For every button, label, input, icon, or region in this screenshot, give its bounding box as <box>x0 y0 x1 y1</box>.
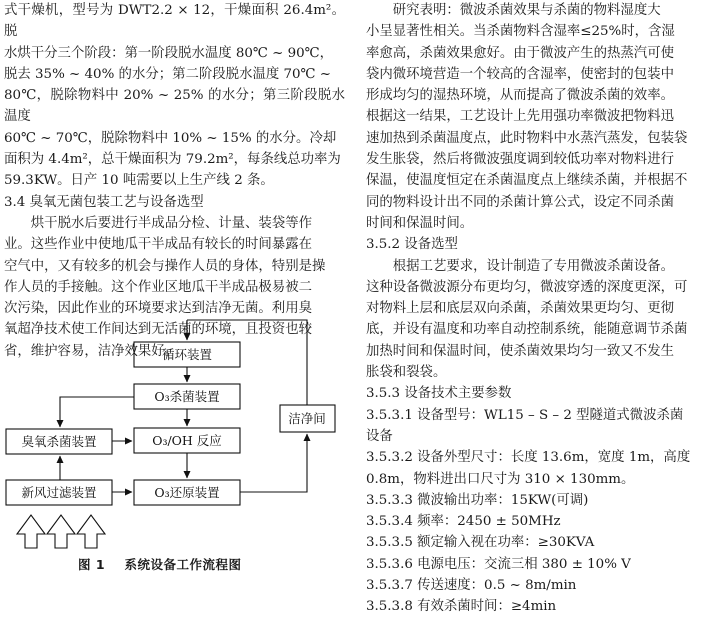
text-line: 同的物料设计出不同的杀菌计算公式，设定不同杀菌 <box>366 194 674 210</box>
text-line: 式干燥机，型号为 DWT2.2 × 12，干燥面积 26.4m²。脱 <box>4 3 345 40</box>
spec-line: 0.8m，物料进出口尺寸为 310 × 130mm。 <box>366 471 635 487</box>
text-line: 烘干脱水后要进行半成品分检、计量、装袋等作 <box>30 215 312 231</box>
text-line: 对物料上层和底层双向杀菌，杀菌效果更均匀、更彻 <box>366 301 674 317</box>
air-intake-arrow-icon <box>77 515 105 548</box>
spec-line: 3.5.3.5 额定输入视在功率：≥30KVA <box>366 535 595 551</box>
text-line: 作人员的手接触。这个作业区地瓜干半成品极易被二 <box>4 279 312 295</box>
text-line: 业。这些作业中使地瓜干半成品有较长的时间暴露在 <box>4 237 312 253</box>
fresh-air-filter-label: 新风过滤装置 <box>21 485 97 500</box>
text-line: 率愈高，杀菌效果愈好。由于微波产生的热蒸汽可使 <box>366 45 674 61</box>
text-line: 发生胀袋，然后将微波强度调到较低功率对物料进行 <box>366 152 674 168</box>
figure-caption: 图 1 系统设备工作流程图 <box>78 557 242 572</box>
text-line: 次污染，因此作业的环境要求达到洁净无菌。利用臭 <box>4 301 312 317</box>
text-line: 袋内微环境营造一个较高的含湿率，使密封的包装中 <box>366 66 674 82</box>
text-line: 保温，使温度恒定在杀菌温度点上继续杀菌，并根据不 <box>366 173 688 189</box>
right-column <box>366 0 699 618</box>
text-line: 根据这一结果，工艺设计上先用强功率微波把物料迅 <box>366 109 674 125</box>
text-line: 加热时间和保温时间，使杀菌效果均匀一致又不发生 <box>366 343 674 359</box>
spec-line: 3.5.3.2 设备外型尺寸：长度 13.6m，宽度 1m，高度 <box>366 450 691 466</box>
text-line: 胀袋和裂袋。 <box>366 365 447 381</box>
text-line: 面积为 4.4m²，总干燥面积为 79.2m²，每条线总功率为 <box>4 152 341 168</box>
text-line: 脱去 35% ~ 40% 的水分；第二阶段脱水温度 70℃ ~ <box>4 66 331 82</box>
right-paragraph-equipment <box>366 256 699 384</box>
branch-arrow <box>60 397 134 427</box>
text-line: 省，维护容易，洁净效果好。 <box>4 343 179 359</box>
o3-oh-reaction-label: O₃/OH 反应 <box>152 433 222 448</box>
section-heading-3-5-3: 3.5.3 设备技术主要参数 <box>366 386 512 402</box>
flow-diagram <box>0 0 360 579</box>
air-intake-arrow-icon <box>47 515 75 548</box>
spec-line: 3.5.3.7 传送速度：0.5 ~ 8m/min <box>366 578 577 594</box>
text-line: 59.3KW。日产 10 吨需要以上生产线 2 条。 <box>4 173 274 189</box>
right-paragraph-research <box>366 0 699 234</box>
text-line: 形成均匀的湿热环境，从而提高了微波杀菌的效率。 <box>366 88 674 104</box>
text-line: 小呈显著性相关。当杀菌物料含湿率≤25%时，含湿 <box>366 24 675 40</box>
text-line: 水烘干分三个阶段：第一阶段脱水温度 80℃ ~ 90℃， <box>4 45 334 61</box>
text-line: 时间和保温时间。 <box>366 215 474 231</box>
o3-reduction-label: O₃还原装置 <box>154 485 220 500</box>
text-line: 速加热到杀菌温度点，此时物料中水蒸汽蒸发，包装袋 <box>366 130 688 146</box>
spec-line: 设备 <box>366 428 393 444</box>
spec-line: 3.5.3.6 电源电压：交流三相 380 ± 10% V <box>366 556 631 572</box>
loop-line-bottom <box>240 434 307 492</box>
section-heading-3-5-2: 3.5.2 设备选型 <box>366 237 458 253</box>
spec-line: 3.5.3.3 微波输出功率：15KW(可调) <box>366 492 589 508</box>
ozone-sterilizer-label: 臭氧杀菌装置 <box>21 434 97 449</box>
spec-line: 3.5.3.8 有效杀菌时间：≥4min <box>366 599 557 615</box>
text-line: 氧超净技术使工作间达到无活菌的环境，且投资也较 <box>4 322 312 338</box>
air-intake-arrow-icon <box>17 515 45 548</box>
spec-line: 3.5.3.4 频率：2450 ± 50MHz <box>366 514 561 530</box>
clean-room-label: 洁净间 <box>288 411 326 426</box>
text-line: 研究表明：微波杀菌效果与杀菌的物料湿度大 <box>392 3 661 18</box>
section-heading-3-4: 3.4 臭氧无菌包装工艺与设备选型 <box>4 194 204 210</box>
text-line: 底，并设有温度和功率自动控制系统，能随意调节杀菌 <box>366 322 688 338</box>
text-line: 这种设备微波源分布更均匀，微波穿透的深度更深，可 <box>366 279 688 295</box>
spec-line: 3.5.3.1 设备型号：WL15 – S – 2 型隧道式微波杀菌 <box>366 407 684 423</box>
text-line: 空气中，又有较多的机会与操作人员的身体，特别是操 <box>4 258 326 274</box>
text-line: 根据工艺要求，设计制造了专用微波杀菌设备。 <box>392 258 674 274</box>
o3-sterilize-label: O₃杀菌装置 <box>154 389 220 404</box>
text-line: 80℃，脱除物料中 20% ~ 25% 的水分；第三阶段脱水温度 <box>4 88 345 125</box>
text-line: 60℃ ~ 70℃，脱除物料中 10% ~ 15% 的水分。冷却 <box>4 130 337 146</box>
circulation-label: 循环装置 <box>161 347 213 362</box>
